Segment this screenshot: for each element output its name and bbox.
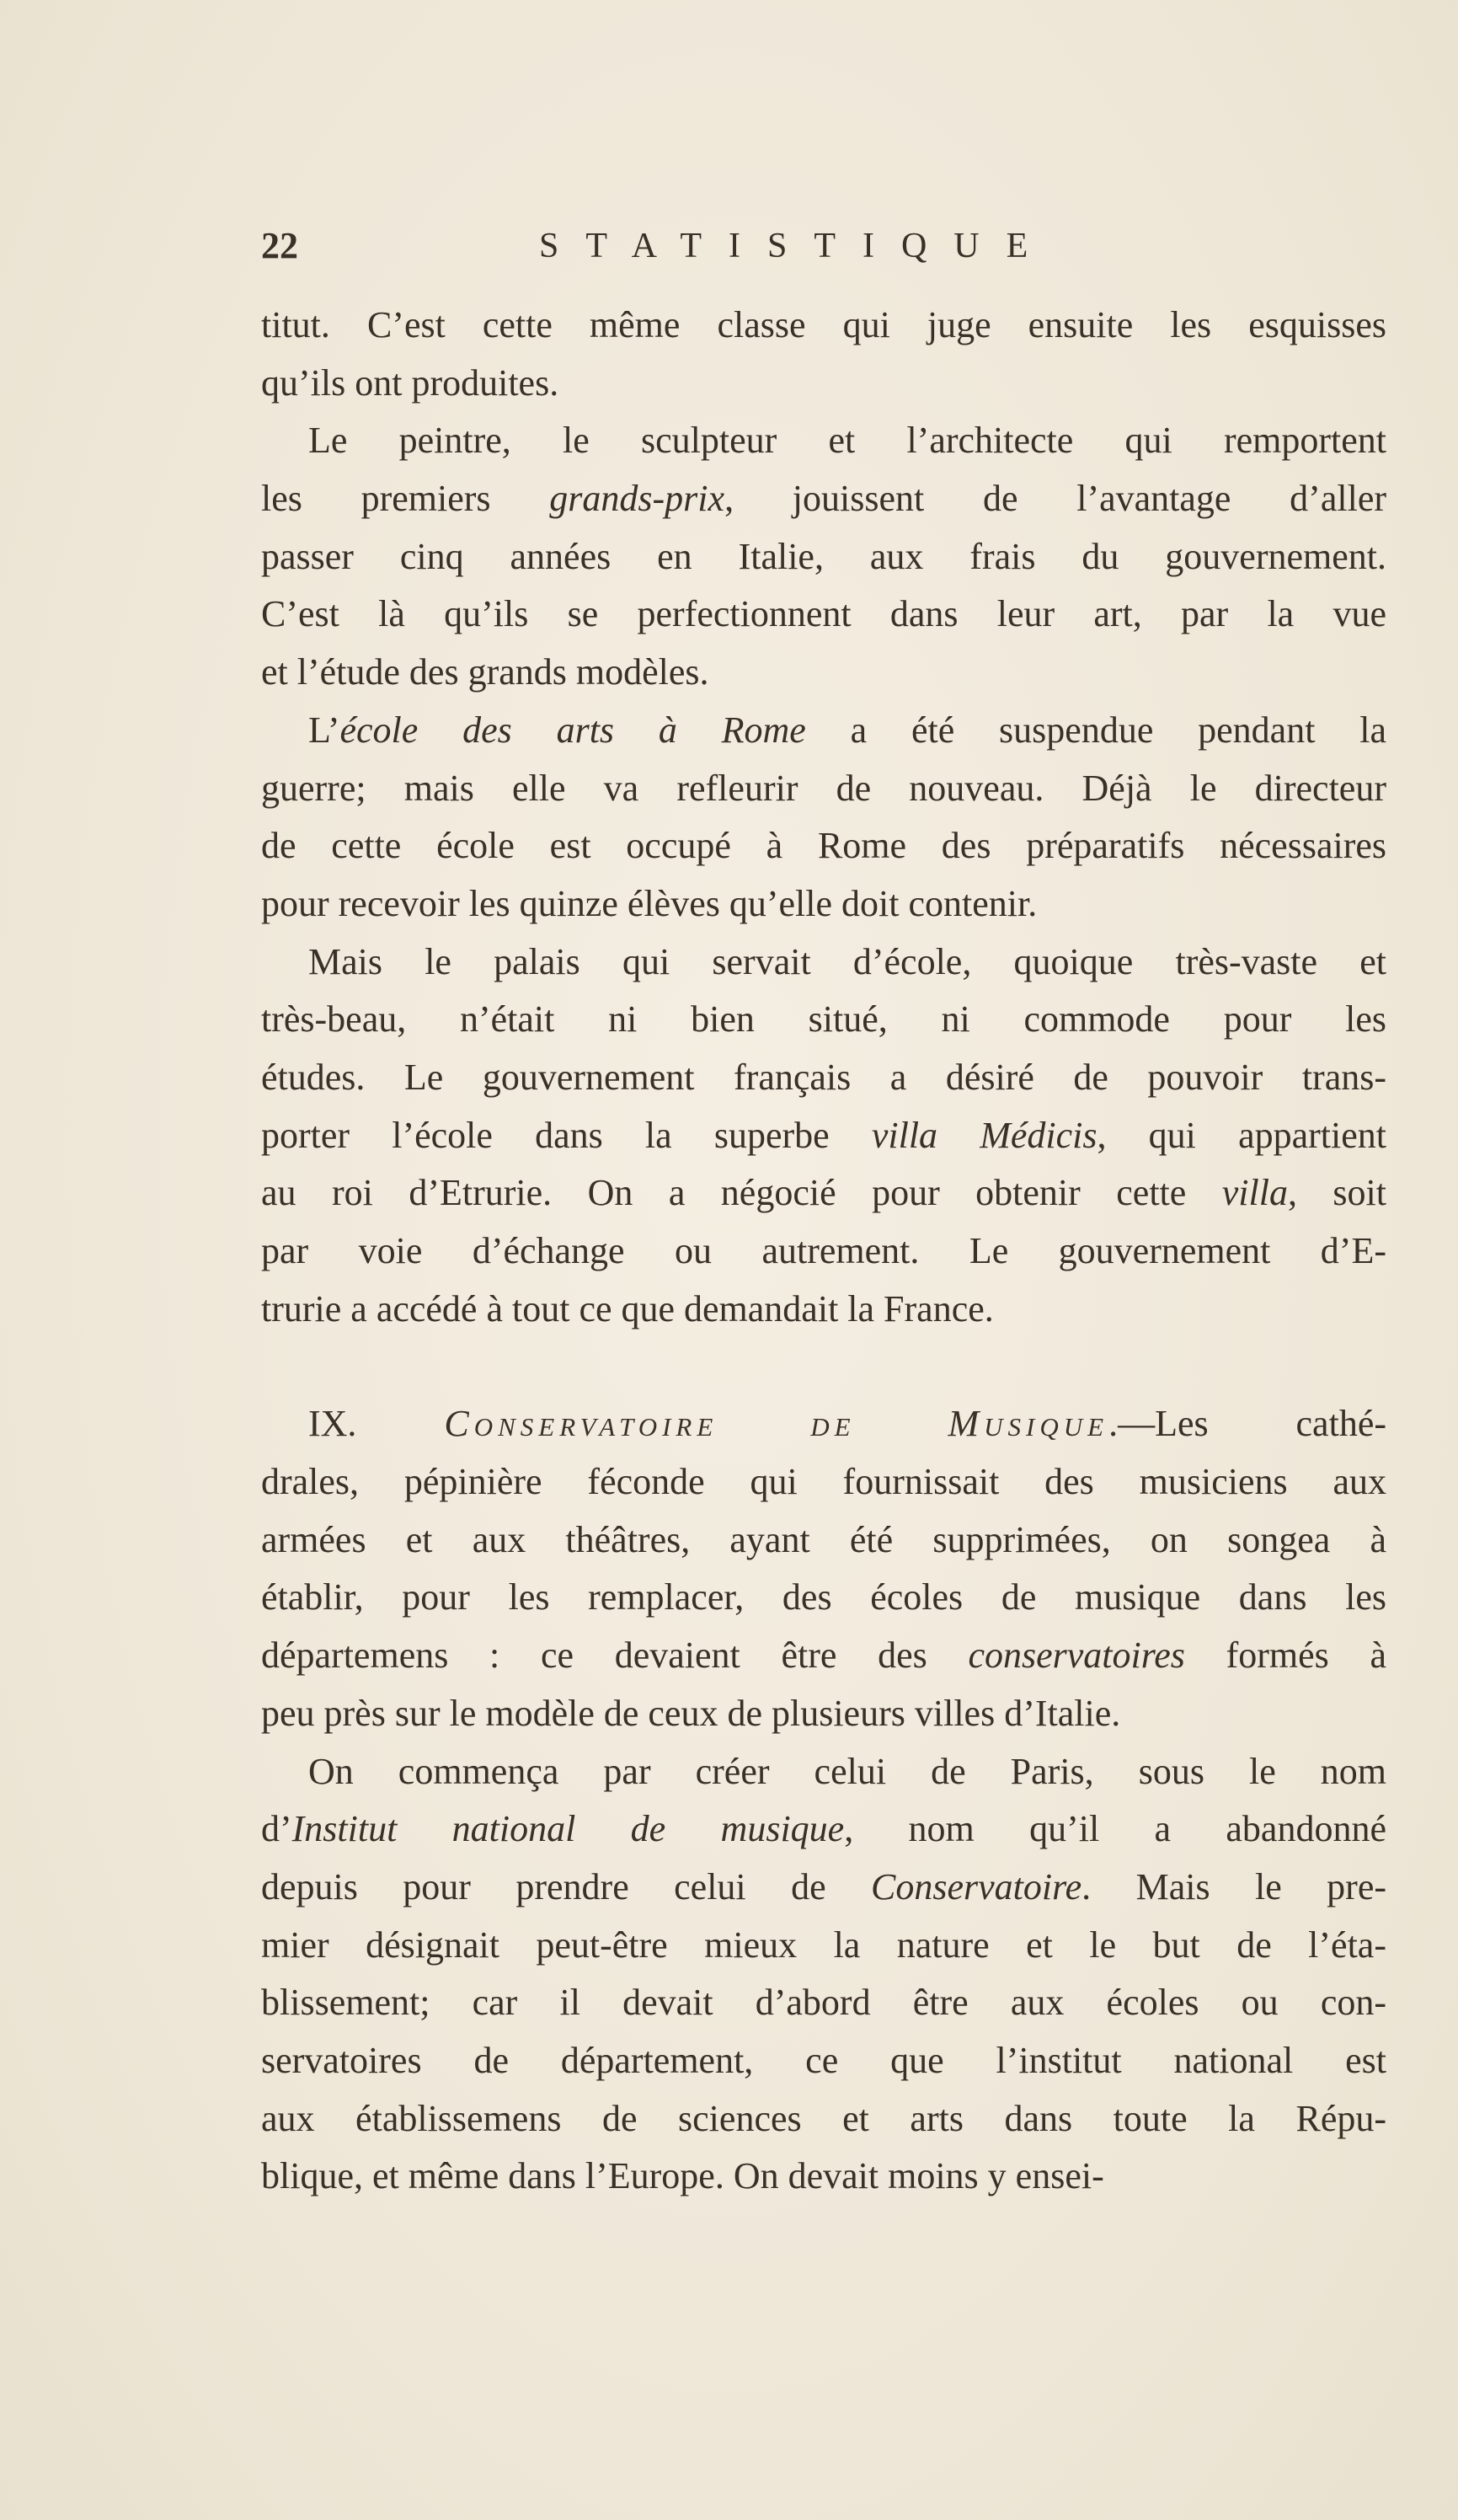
text-line [261,875,1386,934]
text-line [261,297,1386,355]
text-line [261,412,1386,470]
text-span: établir, pour les remplacer, des écoles de musique dans les [261,1576,1386,1618]
text-span: par voie d’échange ou autrement. Le gouvernement d’E- [261,1230,1386,1271]
text-line [261,702,1386,760]
section-gap [261,1338,1386,1395]
text-line [261,528,1386,586]
text-line [261,1049,1386,1107]
text-line [261,2032,1386,2090]
text-span: C’est là qu’ils se perfectionnent dans leur art, par la vue [261,593,1386,635]
text-span: IX. [308,1403,445,1445]
text-span: formés à [1184,1635,1386,1677]
text-span: mier désignait peut-être mieux la nature et le but de l’éta- [261,1923,1386,1966]
text-line [261,586,1386,644]
text-span: les premiers [261,478,550,520]
text-line [261,644,1386,702]
text-span: Mais le palais qui servait d’école, quoique très-vaste et [308,940,1386,982]
italic-text: Conservatoire [871,1865,1082,1907]
italic-text: école des arts à Rome [339,709,806,751]
text-span: trurie a accédé à tout ce que demandait la France. [261,1287,994,1330]
text-span: études. Le gouvernement français a désiré de pouvoir trans- [261,1056,1386,1098]
text-span: d’ [261,1808,292,1850]
text-line [261,1453,1386,1511]
italic-text: Conservatoire de Musique [444,1403,1109,1445]
text-span: qu’ils ont produites. [261,361,559,404]
text-line [261,1395,1386,1453]
text-line [261,1917,1386,1975]
body-text [261,297,1386,2206]
text-span: et l’étude des grands modèles. [261,651,709,693]
text-span: porter l’école dans la superbe [261,1114,872,1156]
text-span: titut. C’est cette même classe qui juge ensuite les esquisses [261,304,1386,345]
text-line [261,1107,1386,1165]
text-line [261,1281,1386,1339]
paragraph [261,412,1386,701]
text-span: . Mais le pre- [1081,1865,1386,1907]
text-span: guerre; mais elle va refleurir de nouveau. Déjà le directeur [261,767,1386,809]
text-line [261,355,1386,413]
text-span: servatoires de département, ce que l’institut national est [261,2039,1386,2081]
page-number: 22 [261,225,298,266]
italic-text: grands-prix [549,478,725,520]
text-span: armées et aux théâtres, ayant été supprimées, on songea à [261,1518,1386,1560]
paragraph [261,1395,1386,1742]
italic-text: villa [1221,1172,1288,1214]
text-span: , soit [1287,1172,1386,1214]
text-line [261,1974,1386,2032]
text-line [261,817,1386,875]
text-line [261,991,1386,1049]
text-span: passer cinq années en Italie, aux frais du gouvernement. [261,535,1386,577]
italic-text: villa Médicis [871,1114,1098,1156]
text-span: , jouissent de l’avantage d’aller [724,478,1386,520]
text-span: .—Les cathé- [1108,1403,1386,1445]
text-line [261,1800,1386,1859]
paragraph [261,934,1386,1339]
text-line [261,470,1386,528]
text-span: L’ [308,709,340,751]
text-line [261,1569,1386,1627]
text-line [261,1685,1386,1743]
text-line [261,1164,1386,1223]
page-header [261,221,1398,271]
text-span: blissement; car il devait d’abord être aux écoles ou con- [261,1982,1386,2024]
paragraph [261,297,1386,412]
text-line [261,1223,1386,1281]
text-line [261,2148,1386,2206]
text-span: peu près sur le modèle de ceux de plusieurs villes d’Italie. [261,1692,1121,1734]
italic-text: Institut national de musique [291,1808,845,1850]
text-span: , nom qu’il a abandonné [844,1808,1386,1850]
text-span: aux établissemens de sciences et arts dans toute la Répu- [261,2097,1386,2139]
text-span: départemens : ce devaient être des [261,1635,969,1677]
text-span: très-beau, n’était ni bien situé, ni commode pour les [261,998,1386,1041]
text-line [261,1511,1386,1570]
text-line [261,934,1386,992]
text-span: pour recevoir les quinze élèves qu’elle doit contenir. [261,882,1038,924]
text-span: Le peintre, le sculpteur et l’architecte qui remportent [308,420,1386,462]
text-line [261,1859,1386,1917]
text-span: depuis pour prendre celui de [261,1865,872,1907]
text-span: On commença par créer celui de Paris, sous le nom [308,1750,1386,1792]
paragraph [261,702,1386,934]
italic-text: conservatoires [968,1635,1185,1677]
text-span: a été suspendue pendant la [805,709,1386,751]
text-span: , qui appartient [1097,1114,1386,1156]
text-span: drales, pépinière féconde qui fournissait des musiciens aux [261,1461,1386,1503]
text-line [261,760,1386,818]
text-line [261,2090,1386,2148]
text-span: de cette école est occupé à Rome des préparatifs nécessaires [261,825,1386,867]
running-title: STATISTIQUE [539,227,1055,265]
text-line [261,1627,1386,1685]
text-span: blique, et même dans l’Europe. On devait moins y ensei- [261,2155,1104,2197]
text-span: au roi d’Etrurie. On a négocié pour obtenir cette [261,1172,1222,1214]
paragraph [261,1743,1386,2207]
text-line [261,1743,1386,1801]
